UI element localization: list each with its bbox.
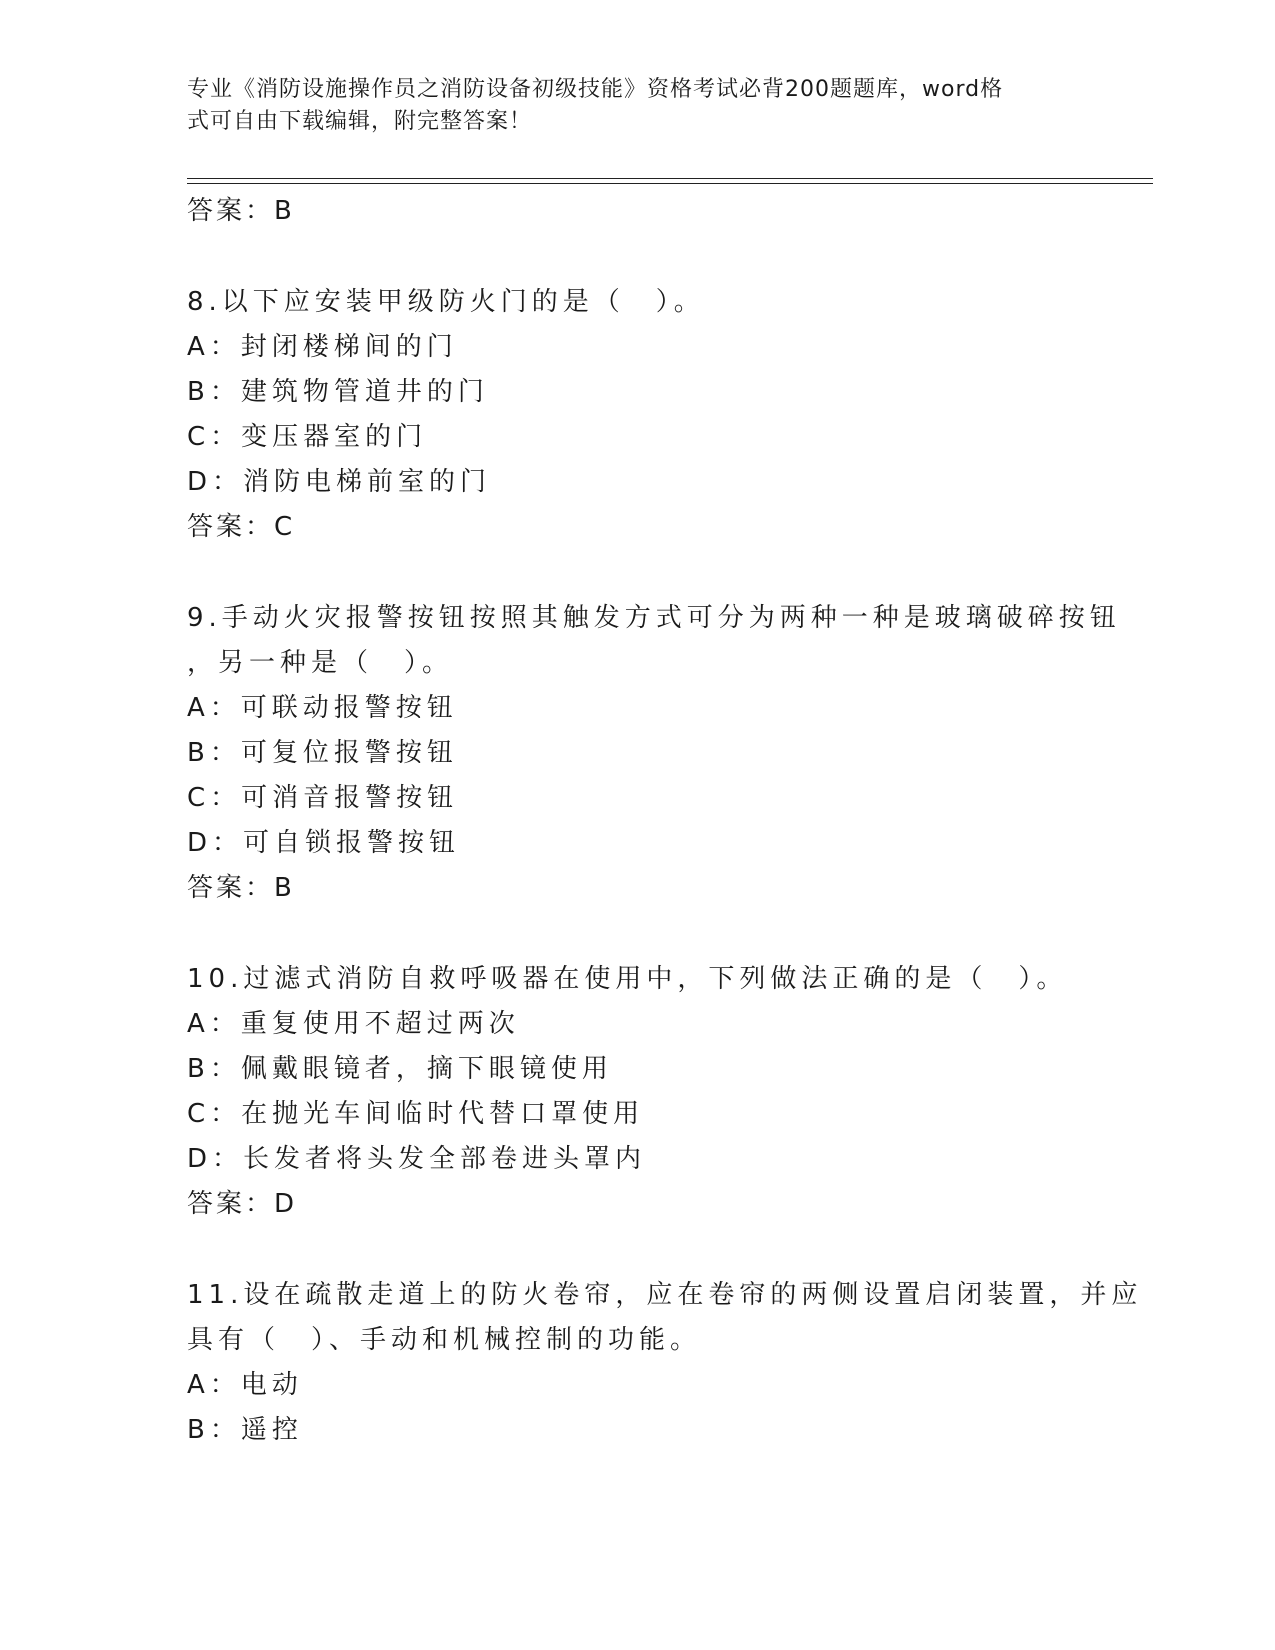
option-c: C：可消音报警按钮	[187, 783, 459, 813]
option-a: A：可联动报警按钮	[187, 693, 458, 723]
option-a: A：电动	[187, 1370, 303, 1400]
option-b: B：佩戴眼镜者，摘下眼镜使用	[187, 1054, 613, 1084]
header-line-1: 专业《消防设施操作员之消防设备初级技能》资格考试必背200题题库，word格	[187, 77, 1004, 102]
question-stem-continued: 具有（ ）、手动和机械控制的功能。	[187, 1325, 702, 1355]
question-block	[187, 957, 1087, 1227]
spacer	[187, 1227, 1087, 1273]
option-c: C：在抛光车间临时代替口罩使用	[187, 1099, 645, 1129]
spacer	[187, 550, 1087, 596]
spacer	[187, 911, 1087, 957]
answer-line: 答案：B	[187, 196, 295, 226]
option-a: A：封闭楼梯间的门	[187, 332, 458, 362]
question-stem: 9.手动火灾报警按钮按照其触发方式可分为两种一种是玻璃破碎按钮	[187, 603, 1121, 633]
question-block	[187, 280, 1087, 550]
question-stem: 8.以下应安装甲级防火门的是（ ）。	[187, 287, 705, 317]
question-list	[187, 189, 1143, 1453]
option-d: D：可自锁报警按钮	[187, 828, 461, 858]
header-divider-top	[187, 178, 1153, 179]
spacer	[187, 234, 1087, 280]
option-c: C：变压器室的门	[187, 422, 428, 452]
answer-line: 答案：C	[187, 512, 296, 542]
option-b: B：建筑物管道井的门	[187, 377, 489, 407]
option-b: B：可复位报警按钮	[187, 738, 458, 768]
option-a: A：重复使用不超过两次	[187, 1009, 520, 1039]
question-stem: 11.设在疏散走道上的防火卷帘，应在卷帘的两侧设置启闭装置，并应	[187, 1280, 1143, 1310]
question-block	[187, 1273, 1143, 1453]
option-d: D：长发者将头发全部卷进头罩内	[187, 1144, 647, 1174]
answer-line: 答案：D	[187, 1189, 298, 1219]
option-b: B：遥控	[187, 1415, 303, 1445]
question-stem: 10.过滤式消防自救呼吸器在使用中，下列做法正确的是（ ）。	[187, 964, 1068, 994]
question-block	[187, 596, 1121, 911]
header-line-2: 式可自由下载编辑，附完整答案！	[187, 109, 533, 134]
document-header	[187, 74, 1067, 138]
answer-line: 答案：B	[187, 873, 295, 903]
option-d: D：消防电梯前室的门	[187, 467, 492, 497]
header-divider-bottom	[187, 183, 1153, 184]
question-stem-continued: ，另一种是（ ）。	[187, 648, 454, 678]
